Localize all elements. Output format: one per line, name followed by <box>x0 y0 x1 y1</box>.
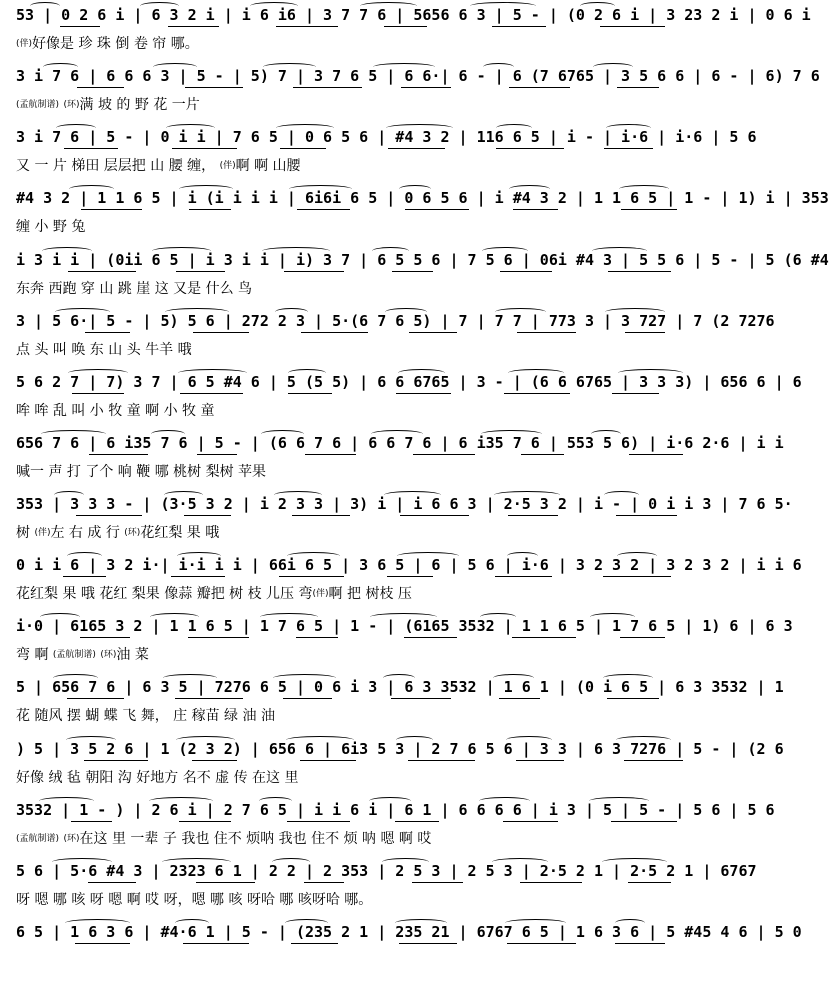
lyric-tag: (孟航制谱) <box>52 650 96 661</box>
slur-arc <box>360 2 417 10</box>
beam-line <box>284 271 344 272</box>
beam-line <box>63 576 106 577</box>
beam-line <box>279 576 344 577</box>
notation-line: 3 | 5 6·| 5 - | 5) 5 6 | 272 2 3 | 5·(6 7 6 5) | 7 | 7 7 | 773 3 | 3 727 | 7 (2 7276 <box>16 311 775 330</box>
beam-line <box>615 943 665 944</box>
beam-line <box>297 209 350 210</box>
slur-arc <box>53 674 98 682</box>
lyric-text: 哞 哞 乱 叫 小 牧 童 啊 小 牧 童 <box>16 402 215 419</box>
slur-arc <box>286 736 354 744</box>
score-system <box>0 306 775 376</box>
beam-line <box>611 821 677 822</box>
beam-line <box>509 87 570 88</box>
lyrics-line <box>16 890 698 910</box>
beam-line <box>387 576 433 577</box>
slur-arc <box>482 247 528 255</box>
beam-line <box>292 515 350 516</box>
slur-arc <box>260 613 318 621</box>
beam-line <box>60 26 100 27</box>
score-system <box>0 550 802 620</box>
beam-line <box>616 515 677 516</box>
notation-line: 5 6 2 7 | 7) 3 7 | 6 5 #4 6 | 5 (5 5) | 6 6 6765 | 3 - | (6 6 6765 | 3 3 3) | 656 6 | 6 <box>16 372 802 391</box>
slur-arc <box>496 124 532 132</box>
slur-arc <box>151 430 185 438</box>
slur-arc <box>619 185 669 193</box>
beam-line <box>168 26 219 27</box>
lyric-tag: (环) <box>63 100 80 111</box>
slur-arc <box>149 797 213 805</box>
lyrics-line <box>16 156 698 176</box>
beam-line <box>409 332 457 333</box>
slur-arc <box>385 308 427 316</box>
beam-line <box>396 393 451 394</box>
slur-arc <box>65 919 130 927</box>
slur-arc <box>140 2 179 10</box>
beam-line <box>413 454 475 455</box>
beam-line <box>520 882 582 883</box>
beam-line <box>399 943 457 944</box>
beam-line <box>291 943 338 944</box>
beam-line <box>192 760 237 761</box>
beam-line <box>608 271 671 272</box>
slur-arc <box>287 552 340 560</box>
slur-arc <box>41 430 106 438</box>
slur-arc <box>54 491 84 499</box>
slur-arc <box>382 858 429 866</box>
slur-arc <box>43 63 78 71</box>
score-system <box>0 245 829 315</box>
slur-arc <box>399 185 431 193</box>
slur-arc <box>507 552 538 560</box>
lyric-tag: (伴) <box>312 589 329 600</box>
slur-arc <box>508 369 564 377</box>
score-system <box>0 734 784 804</box>
lyrics-line <box>16 829 698 849</box>
slur-arc <box>509 185 550 193</box>
beam-line <box>620 637 665 638</box>
slur-arc <box>383 674 415 682</box>
lyrics-line <box>16 217 698 237</box>
slur-arc <box>616 736 671 744</box>
slur-arc <box>175 919 209 927</box>
lyrics-line <box>16 523 698 543</box>
lyrics-line <box>16 34 698 54</box>
slur-arc <box>373 63 435 71</box>
beam-line <box>85 332 130 333</box>
notation-line: 6 5 | 1 6 3 6 | #4·6 1 | 5 - | (235 2 1 | 235 21 | 6767 6 5 | 1 6 3 6 | 5 #45 4 6 | 5 0 <box>16 922 802 941</box>
beam-line <box>67 698 124 699</box>
beam-line <box>193 332 249 333</box>
lyrics-line <box>16 279 698 299</box>
score-system <box>0 489 793 559</box>
slur-arc <box>163 674 217 682</box>
slur-arc <box>288 369 326 377</box>
beam-line <box>179 821 231 822</box>
lyrics-line <box>16 645 698 665</box>
beam-line <box>388 148 445 149</box>
slur-arc <box>272 858 310 866</box>
lyric-text: 喊一 声 打 了个 响 鞭 哪 桃树 梨树 苹果 <box>16 463 267 480</box>
lyric-text: 左 右 成 行 <box>50 525 125 541</box>
score-system <box>0 917 802 987</box>
beam-line <box>612 393 659 394</box>
beam-line <box>495 576 552 577</box>
slur-arc <box>274 491 322 499</box>
slur-arc <box>481 430 542 438</box>
beam-line <box>521 454 564 455</box>
lyric-text: 在这 里 一辈 子 我也 住不 烦呐 我也 住不 烦 呐 嗯 啊 哎 <box>79 830 432 847</box>
slur-arc <box>618 369 683 377</box>
beam-line <box>188 637 249 638</box>
score-system <box>0 0 811 70</box>
slur-arc <box>56 124 96 132</box>
score-system <box>0 428 784 498</box>
lyrics-line <box>16 462 698 482</box>
slur-arc <box>250 2 298 10</box>
beam-line <box>499 698 540 699</box>
slur-arc <box>479 797 530 805</box>
lyric-text: 树 <box>16 525 35 541</box>
slur-arc <box>370 613 437 621</box>
beam-line <box>88 882 136 883</box>
slur-arc <box>289 185 352 193</box>
slur-arc <box>69 185 114 193</box>
beam-line <box>287 821 350 822</box>
notation-line: i·0 | 6165 3 2 | 1 1 6 5 | 1 7 6 5 | 1 - | (6165 3532 | 1 1 6 5 | 1 7 6 5 | 1) 6 | 6 3 <box>16 617 793 636</box>
lyric-text: 油 菜 <box>116 647 149 664</box>
beam-line <box>496 148 564 149</box>
beam-line <box>600 26 665 27</box>
slur-arc <box>480 613 516 621</box>
beam-line <box>400 515 469 516</box>
beam-line <box>621 209 677 210</box>
beam-line <box>189 209 231 210</box>
beam-line <box>492 26 546 27</box>
slur-arc <box>506 736 552 744</box>
lyrics-line <box>16 95 698 115</box>
slur-arc <box>397 552 459 560</box>
slur-arc <box>384 491 441 499</box>
beam-line <box>180 393 243 394</box>
slur-arc <box>152 247 211 255</box>
beam-line <box>304 882 344 883</box>
slur-arc <box>369 797 411 805</box>
slur-arc <box>162 858 231 866</box>
slur-arc <box>603 674 653 682</box>
slur-arc <box>398 369 445 377</box>
notation-line: 53 | 0 2 6 i | 6 3 2 i | i 6 i6 | 3 7 7 6 | 5656 6 3 | 5 - | (0 2 6 i | 3 23 2 i | 0 6 i <box>16 6 811 24</box>
slur-arc <box>606 124 651 132</box>
notation-line: 3532 | 1 - ) | 2 6 i | 2 7 6 5 | i i 6 i | 6 1 | 6 6 6 6 | i 3 | 5 | 5 - | 5 6 | 5 6 <box>16 800 775 819</box>
score-system <box>0 367 802 437</box>
slur-arc <box>178 369 247 377</box>
lyric-text: 呀 嗯 哪 咳 呀 嗯 啊 哎 呀，嗯 哪 咳 呀哈 哪 咳呀哈 哪。 <box>16 891 373 908</box>
lyric-tag: (环) <box>100 650 117 661</box>
score-system <box>0 795 775 865</box>
slur-arc <box>590 613 635 621</box>
slur-arc <box>164 491 203 499</box>
lyric-text: 满 坡 的 野 花 一片 <box>79 97 200 114</box>
lyric-tag: (伴) <box>16 39 33 49</box>
slur-arc <box>592 247 647 255</box>
lyric-text: 啊 啊 山腰 <box>235 158 301 175</box>
slur-arc <box>259 797 292 805</box>
beam-line <box>80 637 130 638</box>
lyrics-line <box>16 340 698 360</box>
beam-line <box>197 454 237 455</box>
lyric-text: 缠 小 野 兔 <box>16 219 86 236</box>
slur-arc <box>617 552 657 560</box>
slur-arc <box>602 858 667 866</box>
slur-arc <box>396 736 433 744</box>
beam-line <box>172 148 237 149</box>
notation-line: #4 3 2 | 1 1 6 5 | i (i i i i | 6i6i 6 5 | 0 6 5 6 | i #4 3 2 | 1 1 6 5 | 1 - | 1) i | 353 <box>16 189 829 208</box>
slur-arc <box>275 308 308 316</box>
slur-arc <box>276 124 334 132</box>
slur-arc <box>605 308 665 316</box>
slur-arc <box>68 369 128 377</box>
beam-line <box>288 393 332 394</box>
beam-line <box>84 760 148 761</box>
slur-arc <box>67 552 102 560</box>
beam-line <box>276 26 338 27</box>
notation-line: 0 i i 6 | 3 2 i·| i·i i i | 66i 6 5 | 3 6 5 | 6 | 5 6 | i·6 | 3 2 3 2 | 3 2 3 2 | i i 6 <box>16 556 802 575</box>
slur-arc <box>55 308 110 316</box>
slur-arc <box>166 124 215 132</box>
beam-line <box>503 821 558 822</box>
beam-line <box>175 698 243 699</box>
slur-arc <box>580 2 615 10</box>
lyric-tag: (孟航制谱) <box>16 100 60 111</box>
slur-arc <box>263 63 316 71</box>
beam-line <box>392 271 433 272</box>
slur-arc <box>615 919 645 927</box>
notation-line: i 3 i i | (0ii 6 5 | i 3 i i | i) 3 7 | 6 5 5 6 | 7 5 6 | 06i #4 3 | 5 5 6 | 5 - | 5 (6 #4 <box>16 250 829 269</box>
lyric-text: 啊 把 树枝 压 <box>328 586 412 603</box>
slur-arc <box>589 797 649 805</box>
slur-arc <box>42 247 92 255</box>
lyrics-line <box>16 768 698 788</box>
slur-arc <box>494 491 560 499</box>
slur-arc <box>492 858 548 866</box>
beam-line <box>395 821 439 822</box>
slur-arc <box>177 552 221 560</box>
score-system <box>0 856 757 926</box>
slur-arc <box>470 2 536 10</box>
beam-line <box>629 454 683 455</box>
lyric-tag: (孟航制谱) <box>16 833 60 844</box>
beam-line <box>171 576 225 577</box>
slur-arc <box>176 736 235 744</box>
beam-line <box>185 87 243 88</box>
beam-line <box>607 698 659 699</box>
beam-line <box>384 26 427 27</box>
beam-line <box>280 148 326 149</box>
notation-line: 353 | 3 3 3 - | (3·5 3 2 | i 2 3 3 | 3) i | i 6 6 3 | 2·5 3 2 | i - | 0 i i 3 | 7 6 5· <box>16 495 793 513</box>
beam-line <box>512 637 576 638</box>
beam-line <box>625 332 665 333</box>
lyric-text: 东奔 西跑 穿 山 跳 崖 这 又是 什么 鸟 <box>16 280 253 297</box>
lyrics-line <box>16 401 698 421</box>
slur-arc <box>505 919 566 927</box>
beam-line <box>603 576 671 577</box>
slur-arc <box>179 185 233 193</box>
beam-line <box>64 148 118 149</box>
slur-arc <box>165 308 229 316</box>
beam-line <box>301 332 368 333</box>
notation-line: 5 6 | 5·6 #4 3 | 2323 6 1 | 2 2 | 2 353 | 2 5 3 | 2 5 3 | 2·5 2 1 | 2·5 2 1 | 6767 <box>16 861 757 880</box>
slur-arc <box>495 308 546 316</box>
slur-arc <box>591 430 621 438</box>
beam-line <box>412 882 463 883</box>
slur-arc <box>372 247 409 255</box>
beam-line <box>305 454 356 455</box>
score-system <box>0 61 820 131</box>
lyric-text: 弯 啊 <box>16 647 53 664</box>
score-system <box>0 611 793 681</box>
beam-line <box>617 87 659 88</box>
beam-line <box>504 393 570 394</box>
slur-arc <box>493 674 534 682</box>
lyric-tag: (伴) <box>34 528 51 538</box>
beam-line <box>183 943 249 944</box>
beam-line <box>76 515 142 516</box>
beam-line <box>89 454 148 455</box>
slur-arc <box>604 491 639 499</box>
notation-line: 656 7 6 | 6 i35 7 6 | 5 - | (6 6 7 6 | 6 6 7 6 | 6 i35 7 6 | 553 5 6) | i·6 2·6 | i i <box>16 433 784 452</box>
score-system <box>0 183 829 253</box>
beam-line <box>405 209 469 210</box>
slur-arc <box>52 858 112 866</box>
beam-line <box>408 760 475 761</box>
beam-line <box>404 637 457 638</box>
slur-arc <box>261 430 304 438</box>
lyric-tag: (伴) <box>219 161 236 172</box>
beam-line <box>513 209 558 210</box>
slur-arc <box>40 613 80 621</box>
slur-arc <box>395 919 447 927</box>
beam-line <box>391 698 451 699</box>
beam-line <box>68 271 136 272</box>
slur-arc <box>371 430 423 438</box>
lyric-text: 花红梨 果 哦 花红 梨果 像蒜 瓣把 树 枝 儿压 弯 <box>16 586 313 603</box>
lyrics-line <box>16 706 698 726</box>
beam-line <box>71 821 112 822</box>
notation-line: 3 i 7 6 | 5 - | 0 i i | 7 6 5 | 0 6 5 6 | #4 3 2 | 116 6 5 | i - | i·6 | i·6 | 5 6 <box>16 128 757 147</box>
slur-arc <box>30 2 60 10</box>
slur-arc <box>262 247 330 255</box>
lyric-tag: (环) <box>63 833 80 844</box>
score-system <box>0 122 757 192</box>
beam-line <box>72 393 124 394</box>
slur-arc <box>153 63 197 71</box>
beam-line <box>401 87 451 88</box>
beam-line <box>507 943 576 944</box>
beam-line <box>516 760 564 761</box>
score-system <box>0 672 784 742</box>
slur-arc <box>285 919 328 927</box>
beam-line <box>176 271 225 272</box>
slur-arc <box>150 613 199 621</box>
slur-arc <box>483 63 514 71</box>
beam-line <box>293 87 362 88</box>
slur-arc <box>273 674 336 682</box>
beam-line <box>184 515 231 516</box>
lyrics-line <box>16 584 698 604</box>
beam-line <box>624 760 683 761</box>
beam-line <box>283 698 332 699</box>
lyric-text: 点 头 叫 唤 东 山 头 牛羊 哦 <box>16 341 192 358</box>
lyric-text: 花红梨 果 哦 <box>140 525 220 541</box>
beam-line <box>300 760 356 761</box>
slur-arc <box>386 124 453 132</box>
notation-line: 5 | 656 7 6 | 6 3 5 | 7276 6 5 | 0 6 i 3 | 6 3 3532 | 1 6 1 | (0 i 6 5 | 6 3 3532 | 1 <box>16 678 784 697</box>
beam-line <box>604 148 653 149</box>
beam-line <box>628 882 671 883</box>
beam-line <box>75 943 130 944</box>
beam-line <box>296 637 338 638</box>
notation-line: 3 i 7 6 | 6 6 6 3 | 5 - | 5) 7 | 3 7 6 5 | 6 6·| 6 - | 6 (7 6765 | 3 5 6 6 | 6 - | 6) 7 6 <box>16 67 820 86</box>
notation-line: ) 5 | 3 5 2 6 | 1 (2 3 2) | 656 6 | 6i3 5 3 | 2 7 6 5 6 | 3 3 | 6 3 7276 | 5 - | (2 6 <box>16 739 784 758</box>
beam-line <box>196 882 255 883</box>
lyric-text: 花 随风 摆 蝴 蝶 飞 舞， 庄 稼苗 绿 油 油 <box>16 708 275 725</box>
beam-line <box>508 515 558 516</box>
beam-line <box>77 87 124 88</box>
slur-arc <box>39 797 94 805</box>
slur-arc <box>66 736 116 744</box>
lyric-text: 好像 绒 毡 朝阳 沟 好地方 名不 虚 传 在这 里 <box>16 769 299 786</box>
lyric-text: 好像是 珍 珠 倒 卷 帘 哪。 <box>32 36 199 52</box>
lyric-tag: (环) <box>124 528 141 538</box>
beam-line <box>517 332 576 333</box>
lyric-text: 又 一 片 梯田 层层把 山 腰 缠， <box>16 158 220 175</box>
slur-arc <box>593 63 633 71</box>
beam-line <box>81 209 142 210</box>
beam-line <box>500 271 552 272</box>
